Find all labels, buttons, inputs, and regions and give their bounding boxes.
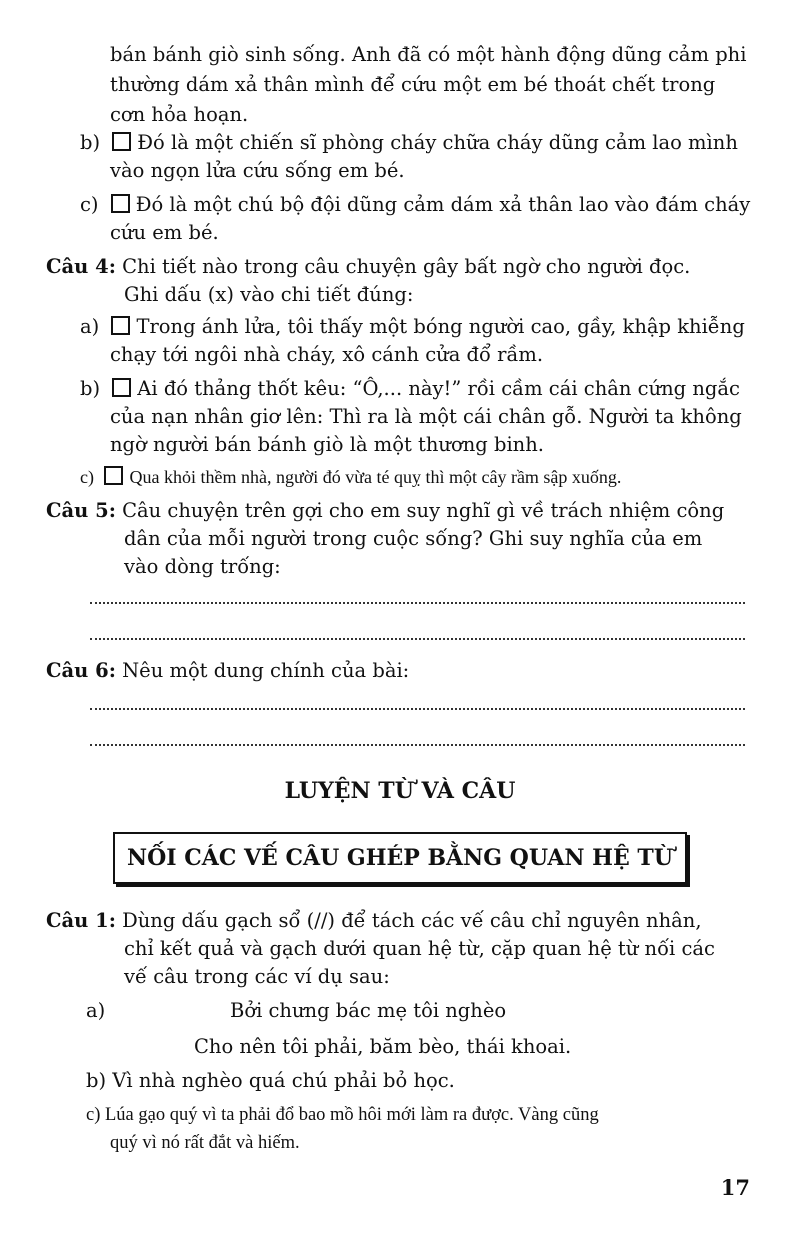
intro-line-3: cơn hỏa hoạn. — [110, 103, 249, 126]
q4-option-c — [80, 462, 621, 492]
q3-option-c — [80, 190, 750, 220]
option-label: b) — [80, 131, 101, 154]
q4-option-b — [80, 374, 740, 404]
question-label: Câu 6: — [46, 659, 116, 682]
ex1-question-cont-2: vế câu trong các ví dụ sau: — [124, 965, 390, 988]
option-text: Đó là một chiến sĩ phòng cháy chữa cháy dũng cảm lao mình — [137, 131, 738, 154]
checkbox[interactable] — [111, 194, 130, 213]
page-number: 17 — [720, 1175, 750, 1200]
option-label: b) — [86, 1069, 107, 1092]
q3-option-b-cont: vào ngọn lửa cứu sống em bé. — [110, 159, 405, 182]
checkbox[interactable] — [112, 378, 131, 397]
option-text: Vì nhà nghèo quá chú phải bỏ học. — [112, 1069, 455, 1092]
option-text: Qua khỏi thềm nhà, người đó vừa té quỵ thì một cây rầm sập xuống. — [129, 467, 622, 487]
q4-option-a-cont: chạy tới ngôi nhà cháy, xô cánh cửa đổ rầm. — [110, 343, 544, 366]
q5-question — [46, 496, 724, 526]
option-label: a) — [80, 315, 100, 338]
option-label: b) — [80, 377, 101, 400]
option-text: Lúa gạo quý vì ta phải đổ bao mồ hôi mới làm ra được. Vàng cũng — [105, 1105, 599, 1125]
answer-line[interactable] — [90, 638, 745, 640]
lesson-title-box — [113, 832, 687, 884]
ex1-c — [86, 1100, 599, 1130]
q4-option-b-cont-2: ngờ người bán bánh giò là một thương binh. — [110, 433, 544, 456]
q5-question-cont-1: dân của mỗi người trong cuộc sống? Ghi suy nghĩa của em — [124, 527, 703, 550]
q4-question — [46, 252, 690, 282]
ex1-a-line-1: Bởi chưng bác mẹ tôi nghèo — [230, 999, 507, 1022]
ex1-b — [86, 1066, 455, 1096]
question-text: Chi tiết nào trong câu chuyện gây bất ngờ cho người đọc. — [122, 255, 691, 278]
checkbox[interactable] — [111, 316, 130, 335]
checkbox[interactable] — [112, 132, 131, 151]
q3-option-c-cont: cứu em bé. — [110, 221, 219, 244]
question-text: Câu chuyện trên gợi cho em suy nghĩ gì về trách nhiệm công — [122, 499, 725, 522]
ex1-c-cont: quý vì nó rất đắt và hiếm. — [110, 1133, 300, 1153]
option-label: c) — [80, 193, 99, 216]
answer-line[interactable] — [90, 744, 745, 746]
q5-question-cont-2: vào dòng trống: — [124, 555, 281, 578]
option-text: Ai đó thảng thốt kêu: “Ô,... này!” rồi cầm cái chân cứng ngắc — [137, 377, 740, 400]
question-label: Câu 1: — [46, 909, 116, 932]
question-label: Câu 4: — [46, 255, 116, 278]
answer-line[interactable] — [90, 708, 745, 710]
ex1-question — [46, 906, 702, 936]
question-label: Câu 5: — [46, 499, 116, 522]
option-label: c) — [80, 467, 94, 487]
lesson-title: NỐI CÁC VẾ CÂU GHÉP BẰNG QUAN HỆ TỪ — [127, 845, 673, 871]
intro-line-2: thường dám xả thân mình để cứu một em bé thoát chết trong — [110, 73, 716, 96]
q4-option-b-cont-1: của nạn nhân giơ lên: Thì ra là một cái chân gỗ. Người ta không — [110, 405, 742, 428]
option-text: Trong ánh lửa, tôi thấy một bóng người cao, gầy, khập khiễng — [136, 315, 745, 338]
ex1-a-line-2: Cho nên tôi phải, băm bèo, thái khoai. — [194, 1035, 572, 1058]
option-text: Đó là một chú bộ đội dũng cảm dám xả thân lao vào đám cháy — [135, 193, 751, 216]
q4-option-a — [80, 312, 745, 342]
q3-option-b — [80, 128, 738, 158]
question-text: Nêu một dung chính của bài: — [122, 659, 410, 682]
ex1-a-label: a) — [86, 999, 106, 1022]
ex1-question-cont-1: chỉ kết quả và gạch dưới quan hệ từ, cặp quan hệ từ nối các — [124, 937, 715, 960]
q4-question-cont: Ghi dấu (x) vào chi tiết đúng: — [124, 283, 414, 306]
option-label: c) — [86, 1105, 101, 1125]
intro-line-1: bán bánh giò sinh sống. Anh đã có một hành động dũng cảm phi — [110, 43, 747, 66]
checkbox[interactable] — [104, 466, 123, 485]
q6-question — [46, 656, 409, 686]
question-text: Dùng dấu gạch sổ (//) để tách các vế câu chỉ nguyên nhân, — [122, 909, 702, 932]
section-title: LUYỆN TỪ VÀ CÂU — [284, 778, 516, 804]
answer-line[interactable] — [90, 602, 745, 604]
